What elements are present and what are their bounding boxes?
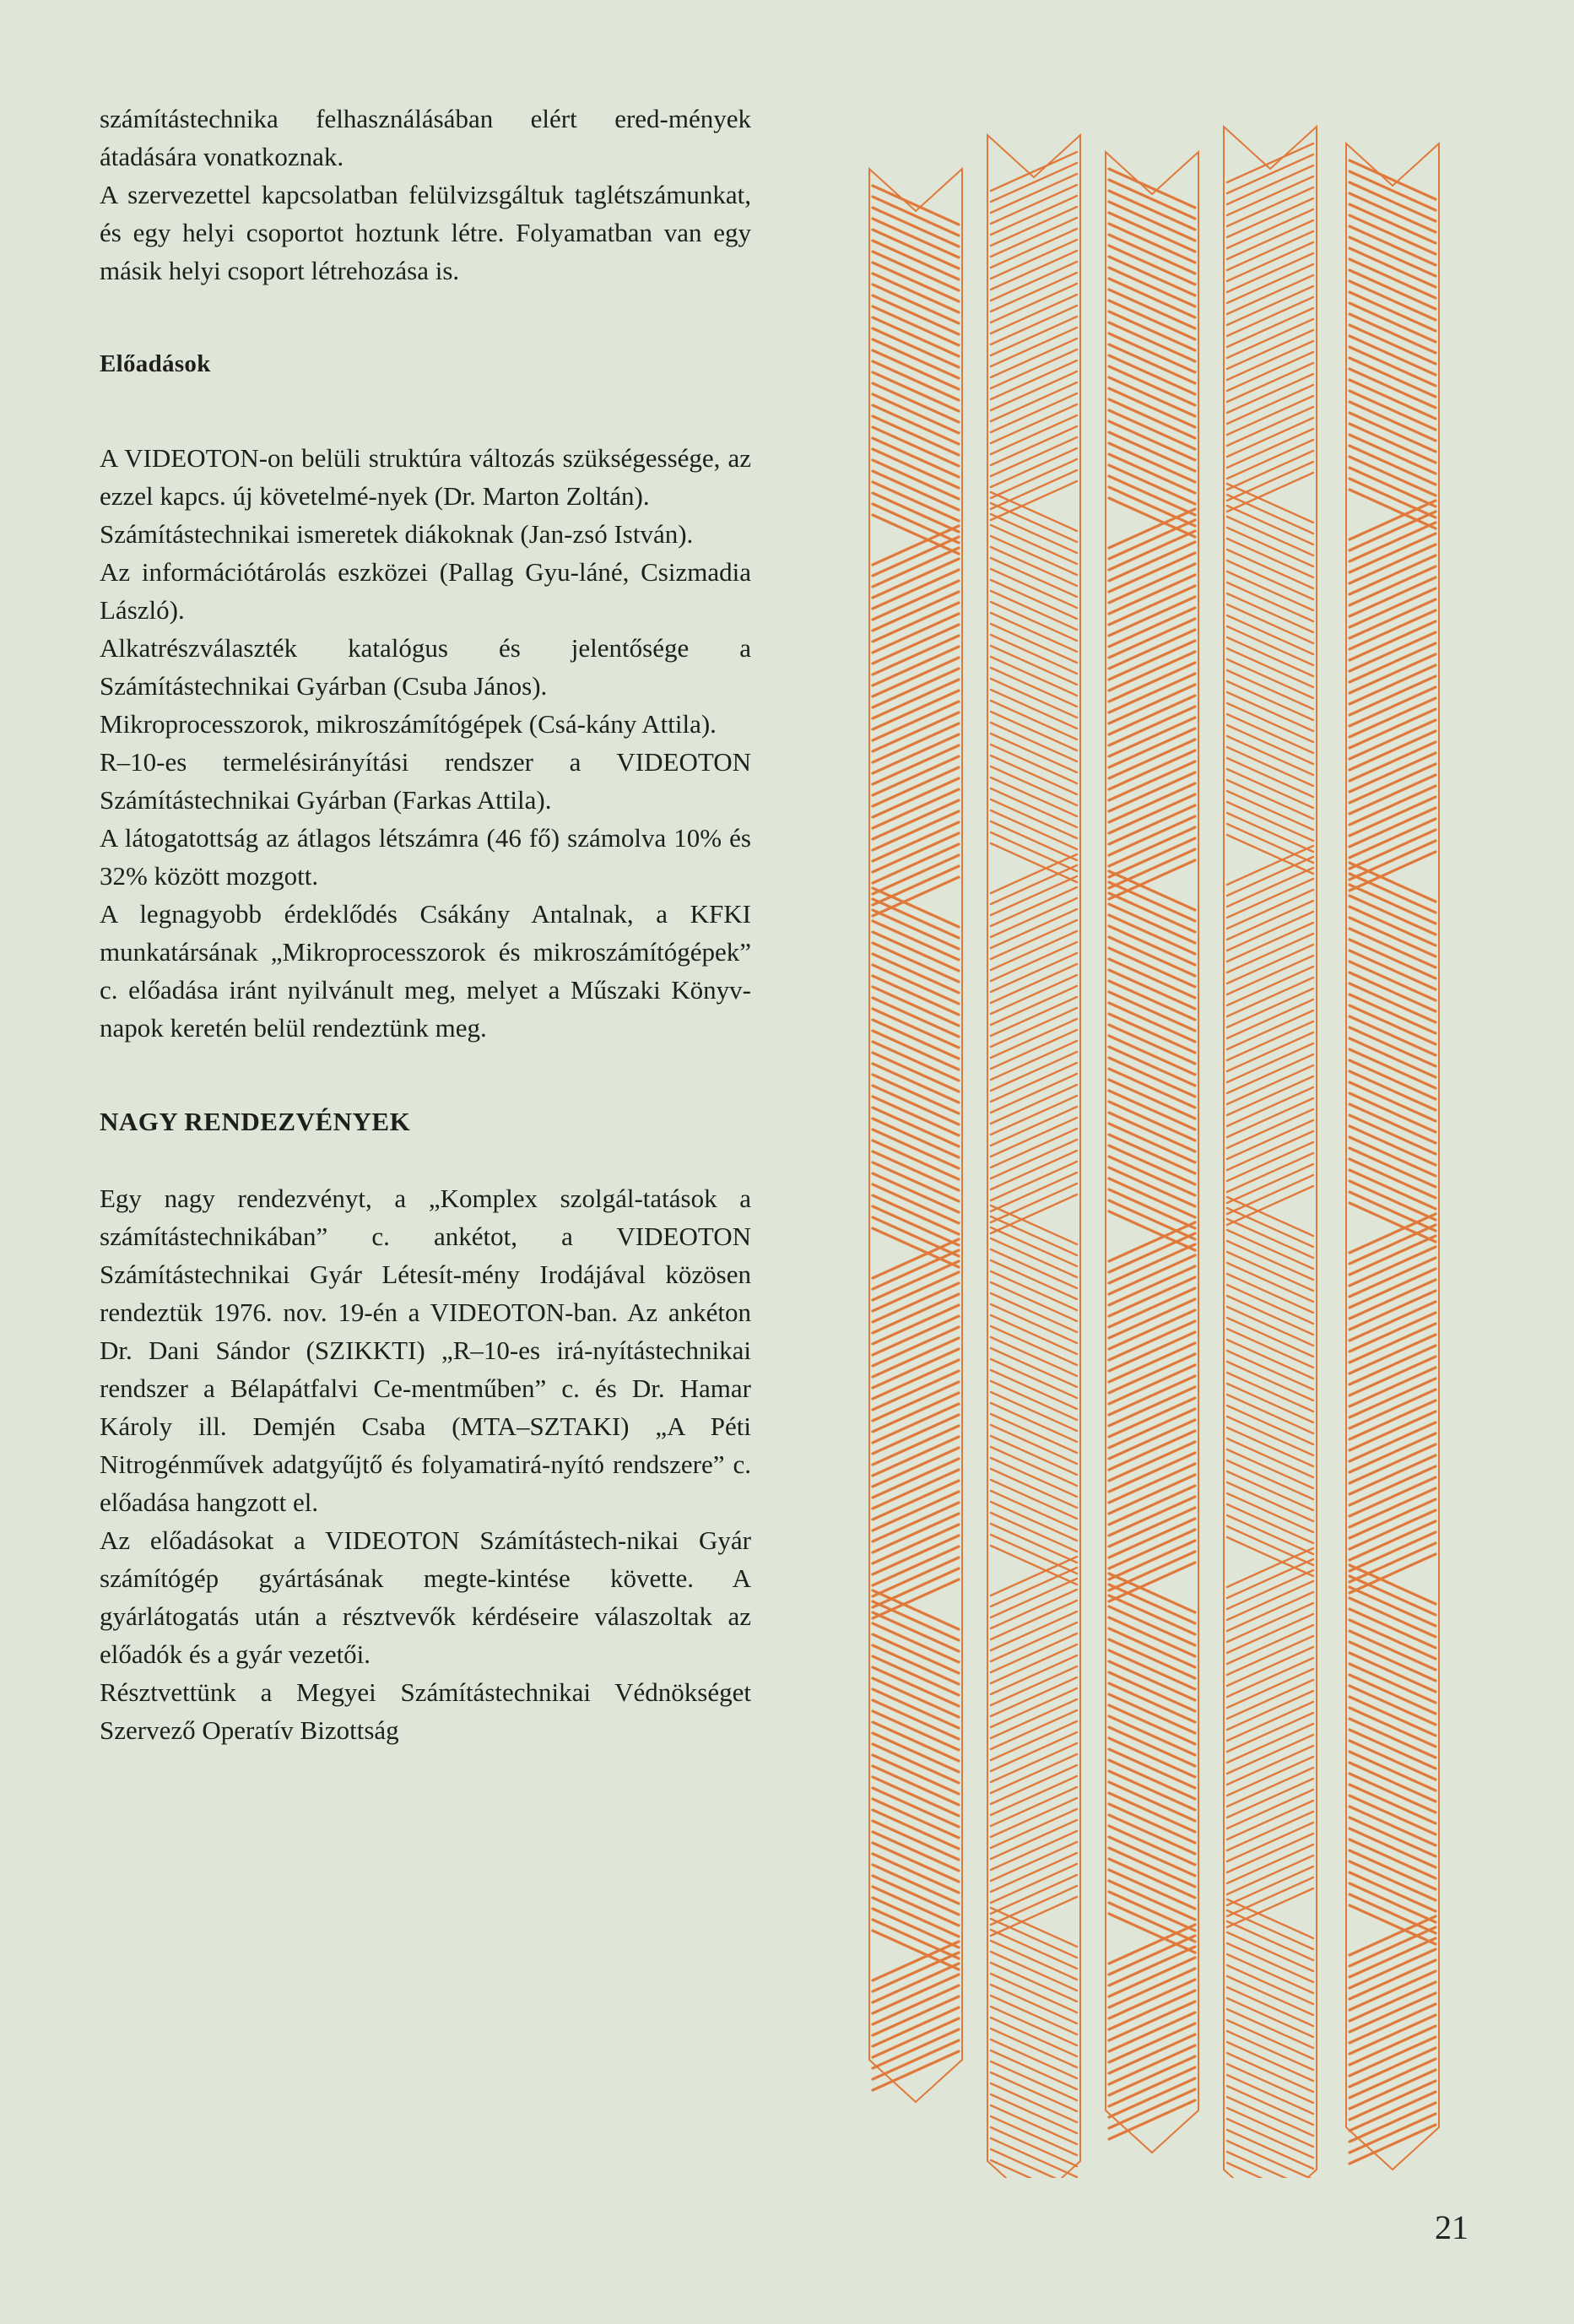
- stripe-ribbon: [987, 135, 1080, 2178]
- lecture-item: Számítástechnikai ismeretek diákoknak (Jan-zsó István).: [100, 519, 694, 549]
- stripe-ribbon: [869, 169, 962, 2102]
- event-paragraph-2: Az előadásokat a VIDEOTON Számítástech-nikai Gyár számítógép gyártásának megte-kintése követte. A gyárlátogatás után a résztvevők kérdéseire válaszoltak az előadók és a gyár vezetői.: [100, 1525, 751, 1669]
- lecture-item: A VIDEOTON-on belüli struktúra változás szükségessége, az ezzel kapcs. új követelmé-nyek (Dr. Marton Zoltán).: [100, 443, 751, 511]
- lecture-item: Az információtárolás eszközei (Pallag Gyu-láné, Csizmadia László).: [100, 557, 751, 625]
- event-paragraph-3: Résztvettünk a Megyei Számítástechnikai Védnökséget Szervező Operatív Bizottság: [100, 1677, 751, 1745]
- intro-paragraph-2: A szervezettel kapcsolatban felülvizsgáltuk taglétszámunkat, és egy helyi csoportot hoztunk létre. Folyamatban van egy másik helyi csoport létrehozása is.: [100, 180, 751, 285]
- stripe-ribbon: [1224, 127, 1317, 2178]
- decorative-stripes-illustration: [852, 118, 1511, 2178]
- text-column: [100, 100, 751, 1749]
- intro-paragraph-1: számítástechnika felhasználásában elért ered-mények átadására vonatkoznak.: [100, 104, 751, 171]
- page-number: 21: [1435, 2208, 1469, 2246]
- stripe-ribbon: [1106, 152, 1198, 2153]
- event-paragraph-1: Egy nagy rendezvényt, a „Komplex szolgál-tatások a számítástechnikában” c. ankétot, a VIDEOTON Számítástechnikai Gyár Létesít-mény Irodájával közösen rendeztük 1976. nov. 19-én a VIDEOTON-ban. Az ankéton Dr. Dani Sándor (SZIKKTI) „R–10-es irá-nyítástechnikai rendszer a Bélapátfalvi Ce-mentműben” c. és Dr. Hamar Károly ill. Demjén Csaba (MTA–SZTAKI) „A Péti Nitrogénművek adatgyűjtő és folyamatirá-nyító rendszere” c. előadása hangzott el.: [100, 1184, 751, 1517]
- section-heading-events: NAGY RENDEZVÉNYEK: [100, 1107, 411, 1136]
- stripe-ribbon: [1346, 144, 1439, 2170]
- lecture-item: R–10-es termelésirányítási rendszer a VIDEOTON Számítástechnikai Gyárban (Farkas Attila).: [100, 747, 751, 815]
- attendance-paragraph: A látogatottság az átlagos létszámra (46 fő) számolva 10% és 32% között mozgott.: [100, 823, 751, 891]
- interest-paragraph: A legnagyobb érdeklődés Csákány Antalnak, a KFKI munkatársának „Mikroprocesszorok és mikroszámítógépek” c. előadása iránt nyilvánult meg, melyet a Műszaki Könyv-napok keretén belül rendeztünk meg.: [100, 899, 751, 1043]
- section-heading-lectures: Előadások: [100, 350, 211, 377]
- lecture-item: Alkatrészválaszték katalógus és jelentősége a Számítástechnikai Gyárban (Csuba János).: [100, 633, 751, 701]
- lecture-item: Mikroprocesszorok, mikroszámítógépek (Csá-kány Attila).: [100, 709, 717, 739]
